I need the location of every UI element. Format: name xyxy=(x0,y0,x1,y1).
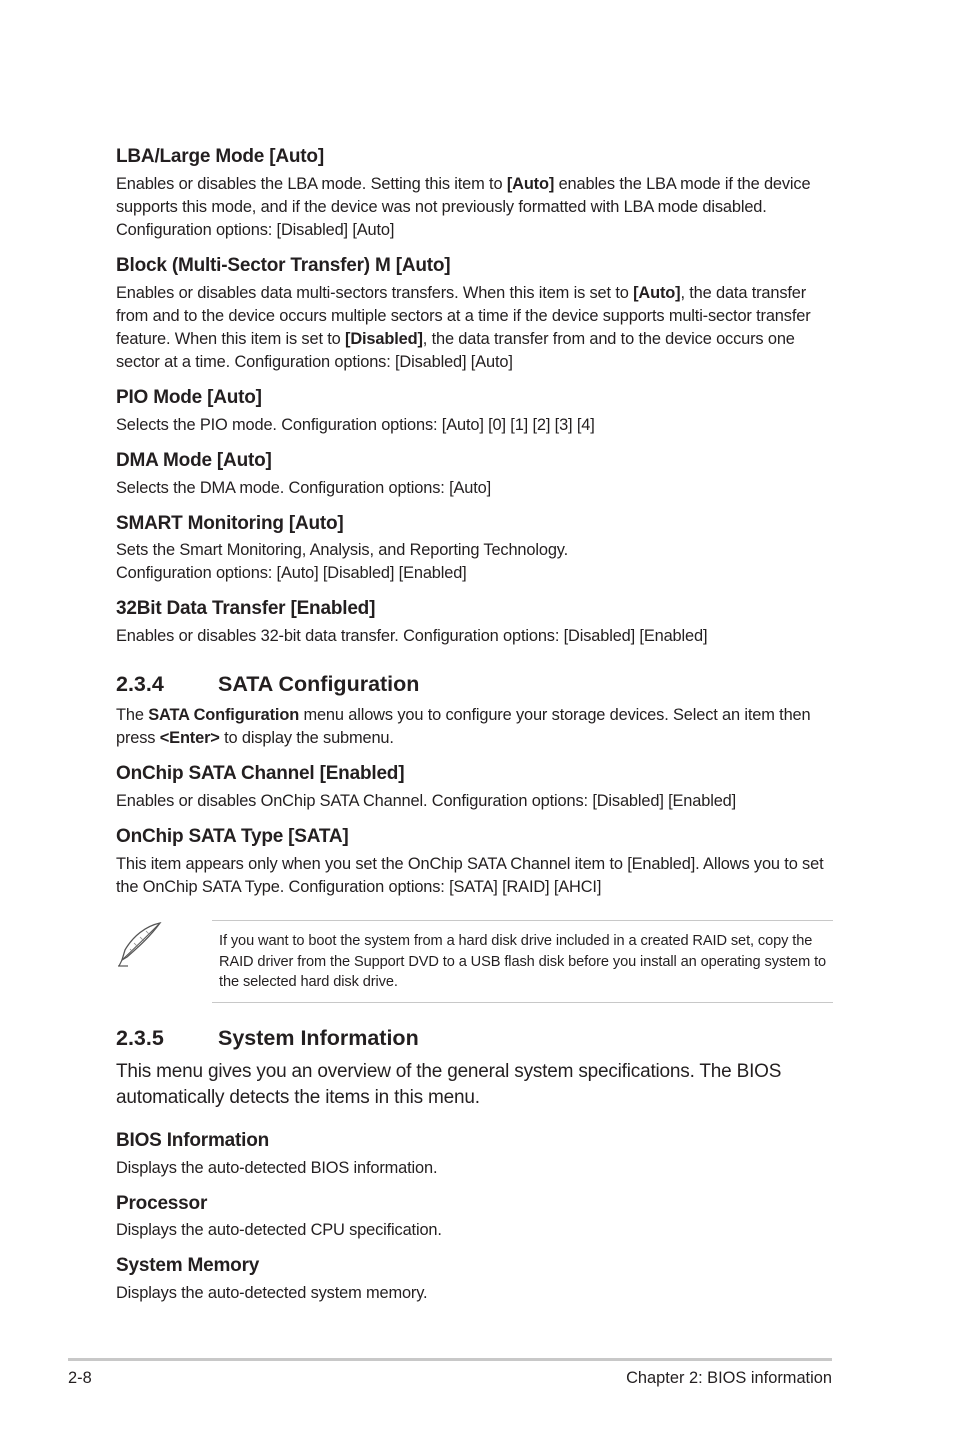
item-desc-bios-information: Displays the auto-detected BIOS information. xyxy=(116,1159,438,1177)
page-number: 2-8 xyxy=(68,1369,92,1387)
item-heading-system-memory: System Memory xyxy=(116,1255,260,1276)
item-desc-dma-mode: Selects the DMA mode. Configuration options: [Auto] xyxy=(116,479,492,497)
feather-pen-icon xyxy=(116,920,166,970)
item-desc-onchip-sata-channel: Enables or disables OnChip SATA Channel. Configuration options: [Disabled] [Enabled] xyxy=(116,792,737,810)
item-heading-pio-mode: PIO Mode [Auto] xyxy=(116,387,262,408)
item-heading-onchip-sata-channel: OnChip SATA Channel [Enabled] xyxy=(116,763,405,784)
item-desc-system-memory: Displays the auto-detected system memory. xyxy=(116,1284,428,1302)
item-desc-lba-mode: Enables or disables the LBA mode. Setting this item to [Auto] enables the LBA mode if the device supports this mode, and if the device was not previously formatted with LBA mode disabled. Configuration options: [Disabled] [Auto] xyxy=(116,175,811,239)
footer-rule xyxy=(68,1358,832,1361)
item-heading-bios-information: BIOS Information xyxy=(116,1130,270,1151)
section-number: 2.3.5 xyxy=(116,1026,164,1050)
section-intro-sata: The SATA Configuration menu allows you to configure your storage devices. Select an item then press <Enter> to display the submenu. xyxy=(116,706,811,747)
chapter-title: Chapter 2: BIOS information xyxy=(626,1369,832,1387)
item-heading-lba-mode: LBA/Large Mode [Auto] xyxy=(116,146,324,167)
item-desc-pio-mode: Selects the PIO mode. Configuration options: [Auto] [0] [1] [2] [3] [4] xyxy=(116,416,595,434)
item-desc-processor: Displays the auto-detected CPU specification. xyxy=(116,1221,442,1239)
item-desc-block-mode: Enables or disables data multi-sectors transfers. When this item is set to [Auto], the data transfer from and to the device occurs multiple sectors at a time if the device supports multi-sector transfer feature. When this item is set to [Disabled], the data transfer from and to the device occurs one sector at a time. Configuration options: [Disabled] [Auto] xyxy=(116,284,811,371)
item-desc-32bit-transfer: Enables or disables 32-bit data transfer. Configuration options: [Disabled] [Enabled] xyxy=(116,627,708,645)
item-heading-block-mode: Block (Multi-Sector Transfer) M [Auto] xyxy=(116,255,451,276)
item-desc-smart-monitoring: Sets the Smart Monitoring, Analysis, and Reporting Technology. Configuration options: [Auto] [Disabled] [Enabled] xyxy=(116,541,569,582)
section-title: System Information xyxy=(218,1026,419,1050)
item-heading-processor: Processor xyxy=(116,1193,208,1214)
item-heading-dma-mode: DMA Mode [Auto] xyxy=(116,450,272,471)
section-title: SATA Configuration xyxy=(218,672,420,696)
item-heading-32bit-transfer: 32Bit Data Transfer [Enabled] xyxy=(116,598,376,619)
note-box xyxy=(212,920,833,1003)
item-desc-onchip-sata-type: This item appears only when you set the OnChip SATA Channel item to [Enabled]. Allows you to set the OnChip SATA Type. Configuration options: [SATA] [RAID] [AHCI] xyxy=(116,855,824,896)
section-heading-system-information xyxy=(116,1025,419,1051)
section-heading-sata-configuration xyxy=(116,671,419,697)
section-number: 2.3.4 xyxy=(116,672,164,696)
item-heading-smart-monitoring: SMART Monitoring [Auto] xyxy=(116,513,344,534)
section-intro-sysinfo: This menu gives you an overview of the general system specifications. The BIOS automatically detects the items in this menu. xyxy=(116,1061,782,1108)
note-text: If you want to boot the system from a hard disk drive included in a created RAID set, copy the RAID driver from the Support DVD to a USB flash disk before you install an operating system to the selected hard disk drive. xyxy=(219,933,827,990)
item-heading-onchip-sata-type: OnChip SATA Type [SATA] xyxy=(116,826,349,847)
